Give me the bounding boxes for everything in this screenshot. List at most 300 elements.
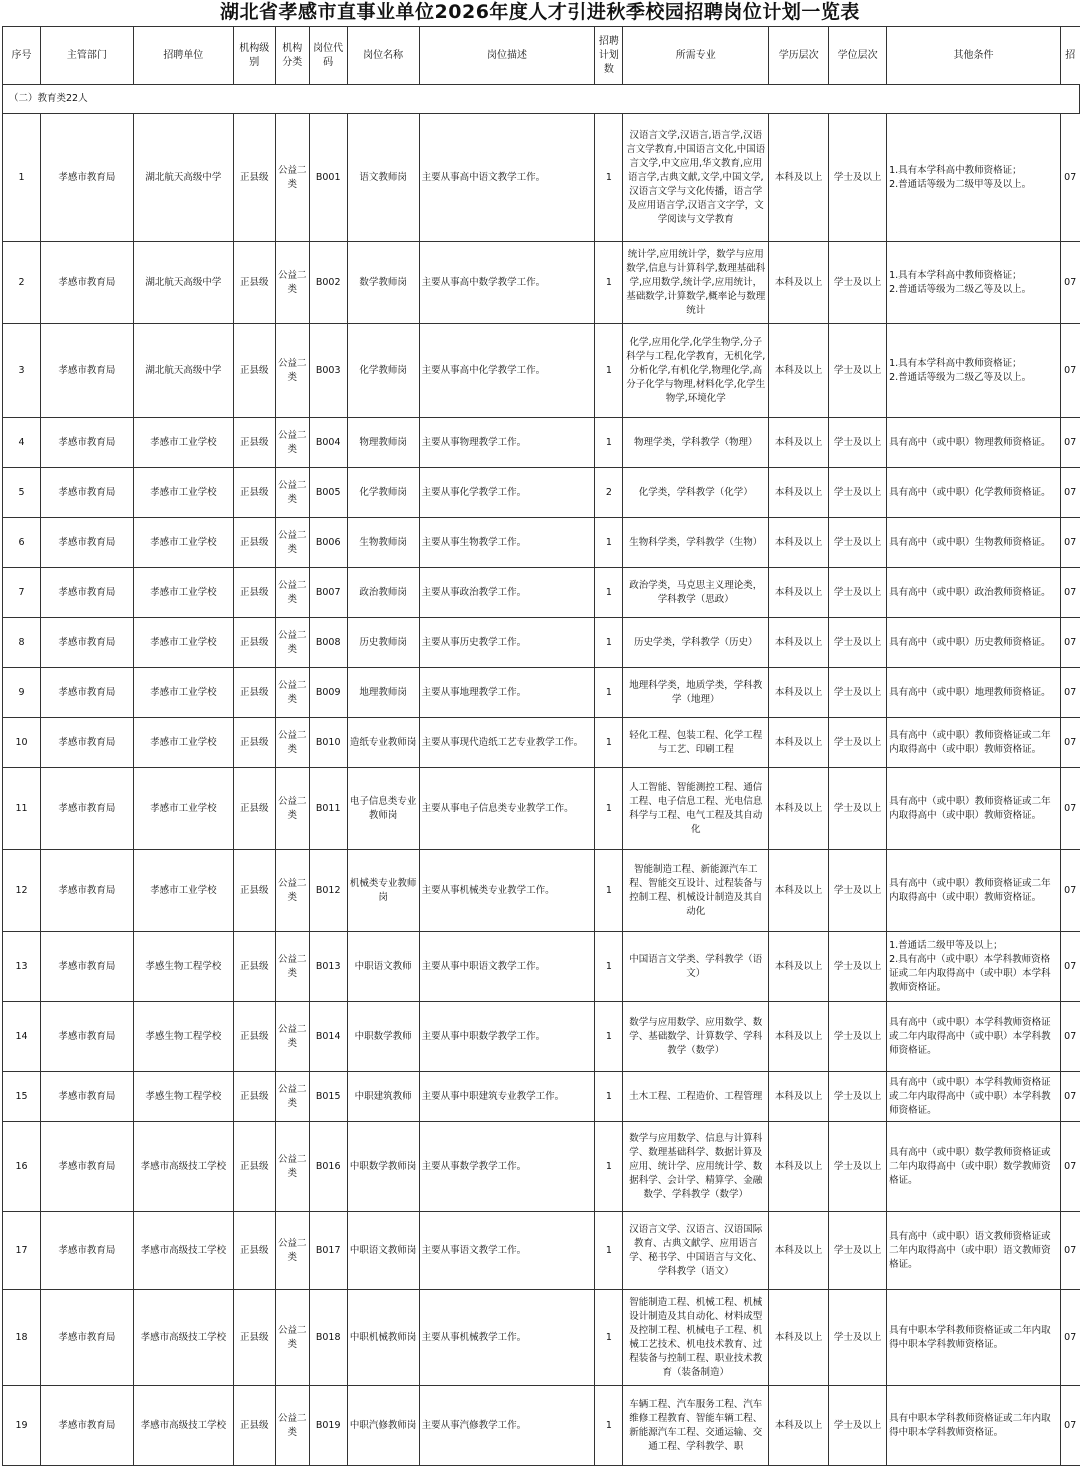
unit-cell: 孝感市工业学校 (133, 568, 233, 618)
unit-cell: 孝感市工业学校 (133, 668, 233, 718)
row-number: 6 (3, 518, 41, 568)
dept-cell: 孝感市教育局 (40, 1122, 133, 1212)
header-cell: 岗位名称 (347, 27, 419, 85)
dept-cell: 孝感市教育局 (40, 418, 133, 468)
dept-cell: 孝感市教育局 (40, 1290, 133, 1386)
post-desc-cell: 主要从事数学教学工作。 (419, 1122, 595, 1212)
quota-cell: 1 (595, 114, 623, 242)
post-desc-cell: 主要从事高中语文教学工作。 (419, 114, 595, 242)
class-cell: 公益二类 (275, 668, 309, 718)
post-name-cell: 数学教师岗 (347, 242, 419, 324)
truncated-cell: 07 (1060, 1290, 1079, 1386)
level-cell: 正县级 (233, 518, 275, 568)
unit-cell: 孝感市高级技工学校 (133, 1212, 233, 1290)
post-name-cell: 物理教师岗 (347, 418, 419, 468)
dept-cell: 孝感市教育局 (40, 1386, 133, 1466)
degree-cell: 学士及以上 (829, 1122, 887, 1212)
education-cell: 本科及以上 (769, 718, 829, 768)
post-desc-cell: 主要从事高中数学教学工作。 (419, 242, 595, 324)
table-row (3, 518, 1080, 568)
level-cell: 正县级 (233, 1212, 275, 1290)
quota-cell: 1 (595, 1072, 623, 1122)
education-cell: 本科及以上 (769, 618, 829, 668)
education-cell: 本科及以上 (769, 114, 829, 242)
post-code-cell: B017 (309, 1212, 347, 1290)
truncated-cell: 07 (1060, 1002, 1079, 1072)
truncated-cell: 07 (1060, 418, 1079, 468)
post-name-cell: 电子信息类专业教师岗 (347, 768, 419, 850)
table-row (3, 1386, 1080, 1466)
level-cell: 正县级 (233, 242, 275, 324)
class-cell: 公益二类 (275, 1072, 309, 1122)
table-row (3, 718, 1080, 768)
quota-cell: 1 (595, 932, 623, 1002)
level-cell: 正县级 (233, 114, 275, 242)
post-desc-cell: 主要从事中职语文教学工作。 (419, 932, 595, 1002)
unit-cell: 孝感生物工程学校 (133, 1072, 233, 1122)
education-cell: 本科及以上 (769, 850, 829, 932)
level-cell: 正县级 (233, 324, 275, 418)
degree-cell: 学士及以上 (829, 242, 887, 324)
dept-cell: 孝感市教育局 (40, 114, 133, 242)
post-code-cell: B015 (309, 1072, 347, 1122)
level-cell: 正县级 (233, 618, 275, 668)
class-cell: 公益二类 (275, 850, 309, 932)
table-row (3, 1122, 1080, 1212)
table-row (3, 568, 1080, 618)
post-desc-cell: 主要从事电子信息类专业教学工作。 (419, 768, 595, 850)
row-number: 19 (3, 1386, 41, 1466)
unit-cell: 孝感市工业学校 (133, 518, 233, 568)
header-cell: 序号 (3, 27, 41, 85)
post-desc-cell: 主要从事现代造纸工艺专业教学工作。 (419, 718, 595, 768)
class-cell: 公益二类 (275, 718, 309, 768)
post-name-cell: 生物教师岗 (347, 518, 419, 568)
post-desc-cell: 主要从事中职建筑专业教学工作。 (419, 1072, 595, 1122)
degree-cell: 学士及以上 (829, 1290, 887, 1386)
level-cell: 正县级 (233, 468, 275, 518)
post-code-cell: B010 (309, 718, 347, 768)
row-number: 9 (3, 668, 41, 718)
level-cell: 正县级 (233, 1072, 275, 1122)
quota-cell: 2 (595, 468, 623, 518)
quota-cell: 1 (595, 1290, 623, 1386)
education-cell: 本科及以上 (769, 1212, 829, 1290)
truncated-cell: 07 (1060, 932, 1079, 1002)
table-row (3, 468, 1080, 518)
other-conditions-cell: 1.具有本学科高中教师资格证； 2.普通话等级为二级乙等及以上。 (887, 242, 1061, 324)
degree-cell: 学士及以上 (829, 850, 887, 932)
major-cell: 政治学类，马克思主义理论类，学科教学（思政） (623, 568, 769, 618)
level-cell: 正县级 (233, 1386, 275, 1466)
post-name-cell: 中职机械教师岗 (347, 1290, 419, 1386)
table-row (3, 668, 1080, 718)
degree-cell: 学士及以上 (829, 114, 887, 242)
degree-cell: 学士及以上 (829, 1072, 887, 1122)
quota-cell: 1 (595, 1386, 623, 1466)
row-number: 2 (3, 242, 41, 324)
post-desc-cell: 主要从事高中化学教学工作。 (419, 324, 595, 418)
truncated-cell: 07 (1060, 242, 1079, 324)
major-cell: 化学类，学科教学（化学） (623, 468, 769, 518)
degree-cell: 学士及以上 (829, 324, 887, 418)
row-number: 16 (3, 1122, 41, 1212)
degree-cell: 学士及以上 (829, 1386, 887, 1466)
table-row (3, 1212, 1080, 1290)
unit-cell: 孝感市工业学校 (133, 850, 233, 932)
other-conditions-cell: 具有高中（或中职）物理教师资格证。 (887, 418, 1061, 468)
post-name-cell: 中职语文教师岗 (347, 1212, 419, 1290)
class-cell: 公益二类 (275, 1386, 309, 1466)
header-cell: 所需专业 (623, 27, 769, 85)
dept-cell: 孝感市教育局 (40, 568, 133, 618)
education-cell: 本科及以上 (769, 568, 829, 618)
other-conditions-cell: 具有高中（或中职）历史教师资格证。 (887, 618, 1061, 668)
post-name-cell: 中职数学教师岗 (347, 1122, 419, 1212)
post-code-cell: B003 (309, 324, 347, 418)
post-code-cell: B009 (309, 668, 347, 718)
other-conditions-cell: 具有高中（或中职）政治教师资格证。 (887, 568, 1061, 618)
row-number: 11 (3, 768, 41, 850)
class-cell: 公益二类 (275, 114, 309, 242)
class-cell: 公益二类 (275, 418, 309, 468)
quota-cell: 1 (595, 518, 623, 568)
dept-cell: 孝感市教育局 (40, 768, 133, 850)
level-cell: 正县级 (233, 718, 275, 768)
major-cell: 化学,应用化学,化学生物学,分子科学与工程,化学教育，无机化学,分析化学,有机化学,物理化学,高分子化学与物理,材料化学,化学生物学,环境化学 (623, 324, 769, 418)
dept-cell: 孝感市教育局 (40, 242, 133, 324)
major-cell: 汉语言文学,汉语言,语言学,汉语言文学教育,中国语言文化,中国语言文学,中文应用,华文教育,应用语言学,古典文献,文学,中国文学,汉语言文学与文化传播，语言学及应用语言学,汉语言文字学，文学阅读与文学教育 (623, 114, 769, 242)
major-cell: 数学与应用数学、信息与计算科学、数理基础科学、数据计算及应用、统计学、应用统计学、数据科学、会计学、精算学、金融数学、学科教学（数学） (623, 1122, 769, 1212)
major-cell: 物理学类，学科教学（物理） (623, 418, 769, 468)
header-row (3, 27, 1080, 85)
post-name-cell: 中职汽修教师岗 (347, 1386, 419, 1466)
table-row (3, 1072, 1080, 1122)
post-code-cell: B012 (309, 850, 347, 932)
post-desc-cell: 主要从事汽修教学工作。 (419, 1386, 595, 1466)
truncated-cell: 07 (1060, 468, 1079, 518)
truncated-cell: 07 (1060, 718, 1079, 768)
post-code-cell: B007 (309, 568, 347, 618)
dept-cell: 孝感市教育局 (40, 1072, 133, 1122)
row-number: 10 (3, 718, 41, 768)
post-code-cell: B016 (309, 1122, 347, 1212)
dept-cell: 孝感市教育局 (40, 1002, 133, 1072)
major-cell: 车辆工程、汽车服务工程、汽车维修工程教育、智能车辆工程、新能源汽车工程、交通运输、交通工程、学科教学、职 (623, 1386, 769, 1466)
degree-cell: 学士及以上 (829, 518, 887, 568)
level-cell: 正县级 (233, 418, 275, 468)
post-desc-cell: 主要从事地理教学工作。 (419, 668, 595, 718)
header-cell: 招聘单位 (133, 27, 233, 85)
class-cell: 公益二类 (275, 932, 309, 1002)
major-cell: 土木工程、工程造价、工程管理 (623, 1072, 769, 1122)
class-cell: 公益二类 (275, 768, 309, 850)
degree-cell: 学士及以上 (829, 768, 887, 850)
category-label: （二）教育类22人 (3, 85, 1080, 114)
education-cell: 本科及以上 (769, 1290, 829, 1386)
level-cell: 正县级 (233, 668, 275, 718)
degree-cell: 学士及以上 (829, 932, 887, 1002)
major-cell: 中国语言文学类、学科教学（语文） (623, 932, 769, 1002)
row-number: 4 (3, 418, 41, 468)
truncated-cell: 07 (1060, 668, 1079, 718)
header-cell: 其他条件 (887, 27, 1061, 85)
header-cell: 招聘计划数 (595, 27, 623, 85)
other-conditions-cell: 具有高中（或中职）教师资格证或二年内取得高中（或中职）教师资格证。 (887, 718, 1061, 768)
post-code-cell: B013 (309, 932, 347, 1002)
truncated-cell: 07 (1060, 1212, 1079, 1290)
unit-cell: 湖北航天高级中学 (133, 114, 233, 242)
quota-cell: 1 (595, 568, 623, 618)
post-code-cell: B014 (309, 1002, 347, 1072)
row-number: 17 (3, 1212, 41, 1290)
row-number: 1 (3, 114, 41, 242)
post-code-cell: B004 (309, 418, 347, 468)
other-conditions-cell: 具有高中（或中职）本学科教师资格证或二年内取得高中（或中职）本学科教师资格证。 (887, 1002, 1061, 1072)
post-name-cell: 机械类专业教师岗 (347, 850, 419, 932)
truncated-cell: 07 (1060, 850, 1079, 932)
quota-cell: 1 (595, 418, 623, 468)
table-row (3, 114, 1080, 242)
post-desc-cell: 主要从事政治教学工作。 (419, 568, 595, 618)
page-title: 湖北省孝感市直事业单位2026年度人才引进秋季校园招聘岗位计划一览表 (220, 1, 860, 23)
unit-cell: 孝感生物工程学校 (133, 1002, 233, 1072)
quota-cell: 1 (595, 850, 623, 932)
level-cell: 正县级 (233, 1290, 275, 1386)
education-cell: 本科及以上 (769, 1002, 829, 1072)
unit-cell: 孝感市工业学校 (133, 618, 233, 668)
major-cell: 智能制造工程、新能源汽车工程、智能交互设计、过程装备与控制工程、机械设计制造及其自动化 (623, 850, 769, 932)
unit-cell: 孝感市工业学校 (133, 768, 233, 850)
major-cell: 数学与应用数学、应用数学、数学、基础数学、计算数学、学科教学（数学） (623, 1002, 769, 1072)
dept-cell: 孝感市教育局 (40, 618, 133, 668)
post-name-cell: 中职语文教师 (347, 932, 419, 1002)
education-cell: 本科及以上 (769, 668, 829, 718)
unit-cell: 湖北航天高级中学 (133, 242, 233, 324)
row-number: 5 (3, 468, 41, 518)
post-code-cell: B006 (309, 518, 347, 568)
education-cell: 本科及以上 (769, 1386, 829, 1466)
post-code-cell: B001 (309, 114, 347, 242)
truncated-cell: 07 (1060, 568, 1079, 618)
post-desc-cell: 主要从事机械教学工作。 (419, 1290, 595, 1386)
dept-cell: 孝感市教育局 (40, 468, 133, 518)
unit-cell: 孝感市高级技工学校 (133, 1122, 233, 1212)
post-code-cell: B005 (309, 468, 347, 518)
level-cell: 正县级 (233, 1002, 275, 1072)
header-cell: 学位层次 (829, 27, 887, 85)
level-cell: 正县级 (233, 850, 275, 932)
category-row (3, 85, 1080, 114)
recruitment-table (2, 26, 1080, 1466)
level-cell: 正县级 (233, 568, 275, 618)
other-conditions-cell: 具有中职本学科教师资格证或二年内取得中职本学科教师资格证。 (887, 1386, 1061, 1466)
truncated-cell: 07 (1060, 618, 1079, 668)
education-cell: 本科及以上 (769, 518, 829, 568)
education-cell: 本科及以上 (769, 418, 829, 468)
other-conditions-cell: 具有高中（或中职）数学教师资格证或二年内取得高中（或中职）数学教师资格证。 (887, 1122, 1061, 1212)
other-conditions-cell: 具有高中（或中职）教师资格证或二年内取得高中（或中职）教师资格证。 (887, 850, 1061, 932)
row-number: 18 (3, 1290, 41, 1386)
major-cell: 汉语言文学、汉语言、汉语国际教育、古典文献学、应用语言学、秘书学、中国语言与文化、学科教学（语文） (623, 1212, 769, 1290)
unit-cell: 孝感生物工程学校 (133, 932, 233, 1002)
major-cell: 生物科学类，学科教学（生物） (623, 518, 769, 568)
dept-cell: 孝感市教育局 (40, 1212, 133, 1290)
education-cell: 本科及以上 (769, 324, 829, 418)
truncated-cell: 07 (1060, 518, 1079, 568)
class-cell: 公益二类 (275, 468, 309, 518)
dept-cell: 孝感市教育局 (40, 932, 133, 1002)
header-cell: 岗位描述 (419, 27, 595, 85)
post-desc-cell: 主要从事机械类专业教学工作。 (419, 850, 595, 932)
quota-cell: 1 (595, 1122, 623, 1212)
class-cell: 公益二类 (275, 568, 309, 618)
truncated-cell: 07 (1060, 768, 1079, 850)
education-cell: 本科及以上 (769, 468, 829, 518)
other-conditions-cell: 具有高中（或中职）化学教师资格证。 (887, 468, 1061, 518)
row-number: 15 (3, 1072, 41, 1122)
post-name-cell: 中职数学教师 (347, 1002, 419, 1072)
row-number: 3 (3, 324, 41, 418)
class-cell: 公益二类 (275, 1002, 309, 1072)
table-row (3, 418, 1080, 468)
dept-cell: 孝感市教育局 (40, 518, 133, 568)
post-code-cell: B018 (309, 1290, 347, 1386)
row-number: 7 (3, 568, 41, 618)
quota-cell: 1 (595, 768, 623, 850)
header-cell: 学历层次 (769, 27, 829, 85)
unit-cell: 孝感市工业学校 (133, 718, 233, 768)
table-row (3, 324, 1080, 418)
other-conditions-cell: 具有高中（或中职）教师资格证或二年内取得高中（或中职）教师资格证。 (887, 768, 1061, 850)
level-cell: 正县级 (233, 932, 275, 1002)
class-cell: 公益二类 (275, 1212, 309, 1290)
degree-cell: 学士及以上 (829, 618, 887, 668)
truncated-cell: 07 (1060, 1386, 1079, 1466)
unit-cell: 孝感市工业学校 (133, 418, 233, 468)
table-row (3, 1290, 1080, 1386)
level-cell: 正县级 (233, 768, 275, 850)
row-number: 13 (3, 932, 41, 1002)
post-desc-cell: 主要从事历史教学工作。 (419, 618, 595, 668)
dept-cell: 孝感市教育局 (40, 668, 133, 718)
major-cell: 地理科学类，地质学类，学科教学（地理） (623, 668, 769, 718)
truncated-cell: 07 (1060, 114, 1079, 242)
truncated-cell: 07 (1060, 324, 1079, 418)
post-name-cell: 历史教师岗 (347, 618, 419, 668)
degree-cell: 学士及以上 (829, 1002, 887, 1072)
table-row (3, 932, 1080, 1002)
dept-cell: 孝感市教育局 (40, 718, 133, 768)
class-cell: 公益二类 (275, 518, 309, 568)
other-conditions-cell: 具有高中（或中职）生物教师资格证。 (887, 518, 1061, 568)
post-name-cell: 造纸专业教师岗 (347, 718, 419, 768)
education-cell: 本科及以上 (769, 932, 829, 1002)
post-code-cell: B019 (309, 1386, 347, 1466)
quota-cell: 1 (595, 242, 623, 324)
unit-cell: 孝感市工业学校 (133, 468, 233, 518)
post-name-cell: 化学教师岗 (347, 324, 419, 418)
post-desc-cell: 主要从事中职数学教学工作。 (419, 1002, 595, 1072)
other-conditions-cell: 1.具有本学科高中教师资格证； 2.普通话等级为二级乙等及以上。 (887, 324, 1061, 418)
post-desc-cell: 主要从事物理教学工作。 (419, 418, 595, 468)
major-cell: 统计学,应用统计学，数学与应用数学,信息与计算科学,数理基础科学,应用数学,统计学,应用统计，基础数学,计算数学,概率论与数理统计 (623, 242, 769, 324)
other-conditions-cell: 1.普通话二级甲等及以上； 2.具有高中（或中职）本学科教师资格证或二年内取得高中（或中职）本学科教师资格证。 (887, 932, 1061, 1002)
level-cell: 正县级 (233, 1122, 275, 1212)
post-code-cell: B008 (309, 618, 347, 668)
quota-cell: 1 (595, 324, 623, 418)
major-cell: 人工智能、智能测控工程、通信工程、电子信息工程、光电信息科学与工程、电气工程及其自动化 (623, 768, 769, 850)
post-desc-cell: 主要从事语文教学工作。 (419, 1212, 595, 1290)
post-name-cell: 政治教师岗 (347, 568, 419, 618)
quota-cell: 1 (595, 618, 623, 668)
education-cell: 本科及以上 (769, 242, 829, 324)
unit-cell: 孝感市高级技工学校 (133, 1386, 233, 1466)
major-cell: 轻化工程、包装工程、化学工程与工艺、印刷工程 (623, 718, 769, 768)
class-cell: 公益二类 (275, 1290, 309, 1386)
major-cell: 历史学类，学科教学（历史） (623, 618, 769, 668)
post-name-cell: 地理教师岗 (347, 668, 419, 718)
table-row (3, 768, 1080, 850)
other-conditions-cell: 具有中职本学科教师资格证或二年内取得中职本学科教师资格证。 (887, 1290, 1061, 1386)
class-cell: 公益二类 (275, 618, 309, 668)
education-cell: 本科及以上 (769, 768, 829, 850)
post-desc-cell: 主要从事化学教学工作。 (419, 468, 595, 518)
major-cell: 智能制造工程、机械工程、机械设计制造及其自动化、材料成型及控制工程、机械电子工程、机械工艺技术、机电技术教育、过程装备与控制工程、职业技术教育（装备制造） (623, 1290, 769, 1386)
class-cell: 公益二类 (275, 242, 309, 324)
truncated-cell: 07 (1060, 1122, 1079, 1212)
quota-cell: 1 (595, 1212, 623, 1290)
header-cell: 机构级别 (233, 27, 275, 85)
degree-cell: 学士及以上 (829, 718, 887, 768)
header-cell: 主管部门 (40, 27, 133, 85)
class-cell: 公益二类 (275, 324, 309, 418)
post-desc-cell: 主要从事生物教学工作。 (419, 518, 595, 568)
table-row (3, 850, 1080, 932)
other-conditions-cell: 具有高中（或中职）语文教师资格证或二年内取得高中（或中职）语文教师资格证。 (887, 1212, 1061, 1290)
class-cell: 公益二类 (275, 1122, 309, 1212)
row-number: 14 (3, 1002, 41, 1072)
quota-cell: 1 (595, 1002, 623, 1072)
row-number: 12 (3, 850, 41, 932)
other-conditions-cell: 具有高中（或中职）本学科教师资格证或二年内取得高中（或中职）本学科教师资格证。 (887, 1072, 1061, 1122)
quota-cell: 1 (595, 718, 623, 768)
degree-cell: 学士及以上 (829, 568, 887, 618)
degree-cell: 学士及以上 (829, 418, 887, 468)
row-number: 8 (3, 618, 41, 668)
header-cell: 招 (1060, 27, 1079, 85)
header-cell: 岗位代码 (309, 27, 347, 85)
table-row (3, 618, 1080, 668)
header-cell: 机构分类 (275, 27, 309, 85)
unit-cell: 湖北航天高级中学 (133, 324, 233, 418)
post-code-cell: B011 (309, 768, 347, 850)
other-conditions-cell: 具有高中（或中职）地理教师资格证。 (887, 668, 1061, 718)
table-row (3, 1002, 1080, 1072)
post-name-cell: 语文教师岗 (347, 114, 419, 242)
other-conditions-cell: 1.具有本学科高中教师资格证； 2.普通话等级为二级甲等及以上。 (887, 114, 1061, 242)
education-cell: 本科及以上 (769, 1122, 829, 1212)
table-row (3, 242, 1080, 324)
degree-cell: 学士及以上 (829, 1212, 887, 1290)
quota-cell: 1 (595, 668, 623, 718)
dept-cell: 孝感市教育局 (40, 850, 133, 932)
degree-cell: 学士及以上 (829, 668, 887, 718)
education-cell: 本科及以上 (769, 1072, 829, 1122)
post-name-cell: 中职建筑教师 (347, 1072, 419, 1122)
post-code-cell: B002 (309, 242, 347, 324)
truncated-cell: 07 (1060, 1072, 1079, 1122)
